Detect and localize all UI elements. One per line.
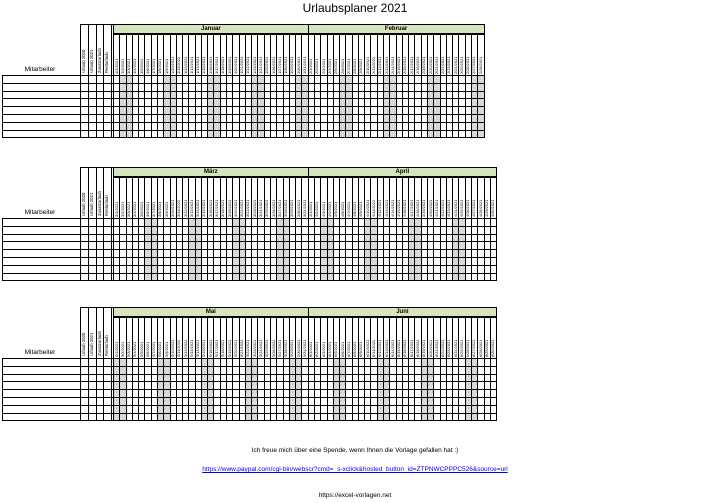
date-label: 5/12/2021 — [182, 339, 188, 357]
date-label: 3/29/2021 — [289, 199, 295, 217]
date-label: 1/22/2021 — [245, 56, 251, 74]
date-label: 1/14/2021 — [195, 56, 201, 74]
grid-hline — [2, 280, 497, 281]
date-label: 5/21/2021 — [239, 339, 245, 357]
date-label: 1/26/2021 — [270, 56, 276, 74]
grid-hline — [2, 114, 485, 115]
date-label: 3/21/2021 — [239, 199, 245, 217]
date-label: 2/5/2021 — [333, 58, 339, 74]
date-label: 1/15/2021 — [201, 56, 207, 74]
grid-hline — [2, 130, 485, 131]
date-label: 4/17/2021 — [408, 199, 414, 217]
column-label: Urlaub 2021 — [88, 332, 94, 356]
date-label: 1/17/2021 — [213, 56, 219, 74]
date-label: 5/8/2021 — [157, 341, 163, 357]
column-label: Urlaub 2020 — [81, 332, 86, 356]
date-label: 2/19/2021 — [421, 56, 427, 74]
date-label: 4/14/2021 — [389, 199, 395, 217]
date-label: 4/5/2021 — [333, 201, 339, 217]
date-label: 1/1/2021 — [113, 58, 119, 74]
date-label: 2/6/2021 — [339, 58, 345, 74]
date-label: 2/10/2021 — [364, 56, 370, 74]
date-label: 6/24/2021 — [452, 339, 458, 357]
date-label: 6/22/2021 — [440, 339, 446, 357]
column-label: Zusatzurlaub — [96, 331, 102, 356]
date-label: 2/25/2021 — [458, 56, 464, 74]
grid-vline — [88, 24, 89, 137]
date-label: 5/10/2021 — [170, 339, 176, 357]
date-label: 2/14/2021 — [389, 56, 395, 74]
date-label: 2/16/2021 — [402, 56, 408, 74]
grid-vline — [80, 24, 81, 137]
date-label: 5/19/2021 — [226, 339, 232, 357]
date-label: 6/29/2021 — [484, 339, 490, 357]
date-label: 4/27/2021 — [471, 199, 477, 217]
date-label: 4/11/2021 — [370, 199, 376, 217]
date-label: 2/24/2021 — [452, 56, 458, 74]
date-label: 4/16/2021 — [402, 199, 408, 217]
date-label: 6/23/2021 — [446, 339, 452, 357]
date-label: 5/7/2021 — [151, 341, 157, 357]
date-label: 6/12/2021 — [377, 339, 383, 357]
date-label: 3/4/2021 — [132, 201, 138, 217]
date-label: 5/15/2021 — [201, 339, 207, 357]
month-header: Februar — [308, 24, 485, 34]
column-label: Resturlaub — [104, 335, 110, 356]
date-label: 6/21/2021 — [433, 339, 439, 357]
date-label: 5/31/2021 — [301, 339, 307, 357]
grid-vline — [88, 307, 89, 420]
grid-vline — [103, 307, 104, 420]
date-label: 2/21/2021 — [433, 56, 439, 74]
date-label: 3/28/2021 — [283, 199, 289, 217]
date-label: 3/23/2021 — [251, 199, 257, 217]
date-label: 4/6/2021 — [339, 201, 345, 217]
donation-link[interactable]: https://www.paypal.com/cgi-bin/webscr?cmd=_s-xclick&hosted_button_id=ZTPNWCPPPC526&source=url — [202, 466, 508, 473]
date-label: 3/30/2021 — [295, 199, 301, 217]
date-label: 6/2/2021 — [314, 341, 320, 357]
grid-hline — [2, 122, 485, 123]
grid-hline — [2, 265, 497, 266]
date-label: 3/27/2021 — [276, 199, 282, 217]
date-label: 1/21/2021 — [239, 56, 245, 74]
date-label: 5/6/2021 — [144, 341, 150, 357]
date-label: 4/26/2021 — [465, 199, 471, 217]
date-label: 2/17/2021 — [408, 56, 414, 74]
date-label: 3/1/2021 — [113, 201, 119, 217]
date-label: 5/27/2021 — [276, 339, 282, 357]
date-label: 3/2/2021 — [119, 201, 125, 217]
date-label: 4/15/2021 — [396, 199, 402, 217]
date-label: 5/9/2021 — [163, 341, 169, 357]
date-label: 4/24/2021 — [452, 199, 458, 217]
date-label: 4/22/2021 — [440, 199, 446, 217]
date-label: 2/12/2021 — [377, 56, 383, 74]
grid-hline — [2, 420, 497, 421]
date-label: 4/19/2021 — [421, 199, 427, 217]
date-label: 6/18/2021 — [414, 339, 420, 357]
column-label: Zusatzurlaub — [96, 48, 102, 73]
date-label: 3/6/2021 — [144, 201, 150, 217]
date-label: 3/14/2021 — [195, 199, 201, 217]
date-label: 4/13/2021 — [383, 199, 389, 217]
date-label: 1/16/2021 — [207, 56, 213, 74]
date-label: 3/5/2021 — [138, 201, 144, 217]
date-label: 6/25/2021 — [458, 339, 464, 357]
grid-hline — [2, 358, 497, 359]
date-label: 4/8/2021 — [352, 201, 358, 217]
column-label: Resturlaub — [104, 195, 110, 216]
date-label: 3/20/2021 — [232, 199, 238, 217]
date-label: 2/23/2021 — [446, 56, 452, 74]
date-label: 1/7/2021 — [151, 58, 157, 74]
date-label: 1/4/2021 — [132, 58, 138, 74]
date-label: 2/20/2021 — [427, 56, 433, 74]
grid-vline — [103, 24, 104, 137]
date-label: 3/13/2021 — [188, 199, 194, 217]
date-label: 4/2/2021 — [314, 201, 320, 217]
grid-vline — [80, 167, 81, 280]
date-label: 3/26/2021 — [270, 199, 276, 217]
date-label: 4/20/2021 — [427, 199, 433, 217]
date-label: 3/15/2021 — [201, 199, 207, 217]
grid-hline — [2, 226, 497, 227]
date-label: 1/2/2021 — [119, 58, 125, 74]
date-label: 6/14/2021 — [389, 339, 395, 357]
grid-hline — [2, 374, 497, 375]
date-label: 4/7/2021 — [345, 201, 351, 217]
site-link[interactable]: https://excel-vorlagen.net — [318, 492, 392, 499]
date-label: 4/4/2021 — [327, 201, 333, 217]
mitarbeiter-label: Mitarbeiter — [24, 209, 56, 216]
date-label: 1/6/2021 — [144, 58, 150, 74]
grid-hline — [2, 75, 485, 76]
date-label: 5/24/2021 — [257, 339, 263, 357]
date-label: 5/1/2021 — [113, 341, 119, 357]
donation-text: Ich freue mich über eine Spende, wenn Ihnen die Vorlage gefallen hat :) — [251, 447, 459, 454]
grid-vline — [96, 167, 97, 280]
grid-vline — [96, 24, 97, 137]
grid-hline — [2, 257, 497, 258]
grid-hline — [2, 234, 497, 235]
date-label: 3/19/2021 — [226, 199, 232, 217]
grid-hline — [2, 405, 497, 406]
date-label: 1/31/2021 — [301, 56, 307, 74]
column-label: Zusatzurlaub — [96, 191, 102, 216]
date-label: 1/3/2021 — [126, 58, 132, 74]
date-label: 2/7/2021 — [345, 58, 351, 74]
month-header: März — [113, 167, 309, 177]
date-label: 1/24/2021 — [257, 56, 263, 74]
page-title: Urlaubsplaner 2021 — [302, 1, 408, 15]
date-label: 6/13/2021 — [383, 339, 389, 357]
date-label: 5/5/2021 — [138, 341, 144, 357]
date-label: 5/16/2021 — [207, 339, 213, 357]
date-label: 3/17/2021 — [213, 199, 219, 217]
date-label: 5/17/2021 — [213, 339, 219, 357]
date-label: 5/25/2021 — [264, 339, 270, 357]
date-label: 2/8/2021 — [352, 58, 358, 74]
grid-hline — [2, 106, 485, 107]
grid-hline — [2, 83, 485, 84]
date-label: 5/23/2021 — [251, 339, 257, 357]
date-label: 2/3/2021 — [320, 58, 326, 74]
date-label: 1/19/2021 — [226, 56, 232, 74]
grid-hline — [2, 273, 497, 274]
date-label: 1/27/2021 — [276, 56, 282, 74]
date-label: 1/9/2021 — [163, 58, 169, 74]
date-label: 4/29/2021 — [484, 199, 490, 217]
date-label: 4/25/2021 — [458, 199, 464, 217]
grid-hline — [2, 241, 497, 242]
column-label: Urlaub 2021 — [88, 192, 94, 216]
date-label: 2/11/2021 — [370, 56, 376, 74]
date-label: 4/1/2021 — [308, 201, 314, 217]
date-label: 3/24/2021 — [257, 199, 263, 217]
date-label: 3/16/2021 — [207, 199, 213, 217]
date-label: 3/9/2021 — [163, 201, 169, 217]
date-label: 2/28/2021 — [477, 56, 483, 74]
date-label: 1/18/2021 — [220, 56, 226, 74]
date-label: 5/14/2021 — [195, 339, 201, 357]
date-label: 4/10/2021 — [364, 199, 370, 217]
date-label: 1/20/2021 — [232, 56, 238, 74]
date-label: 2/22/2021 — [440, 56, 446, 74]
date-label: 2/2/2021 — [314, 58, 320, 74]
column-label: Urlaub 2020 — [81, 192, 86, 216]
grid-hline — [2, 397, 497, 398]
grid-hline — [2, 381, 497, 382]
date-label: 1/13/2021 — [188, 56, 194, 74]
date-label: 5/4/2021 — [132, 341, 138, 357]
grid-hline — [113, 34, 485, 35]
date-label: 2/4/2021 — [327, 58, 333, 74]
date-label: 6/8/2021 — [352, 341, 358, 357]
date-label: 2/18/2021 — [414, 56, 420, 74]
date-label: 6/17/2021 — [408, 339, 414, 357]
mitarbeiter-label: Mitarbeiter — [24, 66, 56, 73]
month-header: April — [308, 167, 497, 177]
grid-hline — [2, 218, 497, 219]
column-label: Urlaub 2021 — [88, 49, 94, 73]
date-label: 1/28/2021 — [283, 56, 289, 74]
date-label: 4/9/2021 — [358, 201, 364, 217]
date-label: 1/29/2021 — [289, 56, 295, 74]
date-label: 3/31/2021 — [301, 199, 307, 217]
date-label: 1/23/2021 — [251, 56, 257, 74]
date-label: 6/9/2021 — [358, 341, 364, 357]
grid-vline — [96, 307, 97, 420]
date-label: 5/18/2021 — [220, 339, 226, 357]
grid-hline — [2, 366, 497, 367]
date-label: 6/5/2021 — [333, 341, 339, 357]
date-label: 6/26/2021 — [465, 339, 471, 357]
date-label: 6/20/2021 — [427, 339, 433, 357]
date-label: 6/15/2021 — [396, 339, 402, 357]
date-label: 5/22/2021 — [245, 339, 251, 357]
date-label: 6/7/2021 — [345, 341, 351, 357]
date-label: 5/30/2021 — [295, 339, 301, 357]
date-label: 2/13/2021 — [383, 56, 389, 74]
month-header: Mai — [113, 307, 309, 317]
date-label: 6/16/2021 — [402, 339, 408, 357]
grid-hline — [113, 177, 497, 178]
month-header: Januar — [113, 24, 309, 34]
grid-vline — [103, 167, 104, 280]
date-label: 3/3/2021 — [126, 201, 132, 217]
grid-hline — [113, 317, 497, 318]
date-label: 3/25/2021 — [264, 199, 270, 217]
date-label: 5/29/2021 — [289, 339, 295, 357]
date-label: 6/11/2021 — [370, 339, 376, 357]
grid-hline — [2, 91, 485, 92]
date-label: 5/26/2021 — [270, 339, 276, 357]
date-label: 1/8/2021 — [157, 58, 163, 74]
grid-hline — [2, 413, 497, 414]
date-label: 3/7/2021 — [151, 201, 157, 217]
date-label: 4/18/2021 — [414, 199, 420, 217]
date-label: 4/23/2021 — [446, 199, 452, 217]
date-label: 3/11/2021 — [176, 199, 182, 217]
date-label: 5/28/2021 — [283, 339, 289, 357]
date-label: 5/20/2021 — [232, 339, 238, 357]
grid-hline — [2, 249, 497, 250]
date-label: 6/28/2021 — [477, 339, 483, 357]
date-label: 2/9/2021 — [358, 58, 364, 74]
date-label: 4/3/2021 — [320, 201, 326, 217]
date-label: 6/30/2021 — [490, 339, 496, 357]
date-label: 5/2/2021 — [119, 341, 125, 357]
date-label: 3/12/2021 — [182, 199, 188, 217]
grid-hline — [80, 307, 113, 308]
date-label: 6/4/2021 — [327, 341, 333, 357]
month-header: Juni — [308, 307, 497, 317]
date-label: 2/26/2021 — [465, 56, 471, 74]
date-label: 3/8/2021 — [157, 201, 163, 217]
date-label: 5/13/2021 — [188, 339, 194, 357]
column-label: Urlaub 2020 — [81, 49, 86, 73]
column-label: Resturlaub — [104, 52, 110, 73]
date-label: 3/22/2021 — [245, 199, 251, 217]
date-label: 6/10/2021 — [364, 339, 370, 357]
date-label: 1/30/2021 — [295, 56, 301, 74]
date-label: 2/27/2021 — [471, 56, 477, 74]
grid-hline — [2, 389, 497, 390]
grid-hline — [2, 137, 485, 138]
date-label: 1/5/2021 — [138, 58, 144, 74]
date-label: 6/27/2021 — [471, 339, 477, 357]
date-label: 2/15/2021 — [396, 56, 402, 74]
date-label: 3/18/2021 — [220, 199, 226, 217]
date-label: 2/1/2021 — [308, 58, 314, 74]
grid-hline — [80, 24, 113, 25]
date-label: 4/12/2021 — [377, 199, 383, 217]
grid-hline — [2, 98, 485, 99]
date-label: 1/12/2021 — [182, 56, 188, 74]
date-label: 6/19/2021 — [421, 339, 427, 357]
date-label: 1/11/2021 — [176, 56, 182, 74]
grid-hline — [80, 167, 113, 168]
date-label: 6/1/2021 — [308, 341, 314, 357]
date-label: 5/3/2021 — [126, 341, 132, 357]
date-label: 4/30/2021 — [490, 199, 496, 217]
grid-vline — [80, 307, 81, 420]
date-label: 6/3/2021 — [320, 341, 326, 357]
mitarbeiter-label: Mitarbeiter — [24, 349, 56, 356]
date-label: 1/25/2021 — [264, 56, 270, 74]
date-label: 4/28/2021 — [477, 199, 483, 217]
date-label: 5/11/2021 — [176, 339, 182, 357]
date-label: 6/6/2021 — [339, 341, 345, 357]
date-label: 4/21/2021 — [433, 199, 439, 217]
grid-vline — [88, 167, 89, 280]
date-label: 1/10/2021 — [170, 56, 176, 74]
date-label: 3/10/2021 — [170, 199, 176, 217]
